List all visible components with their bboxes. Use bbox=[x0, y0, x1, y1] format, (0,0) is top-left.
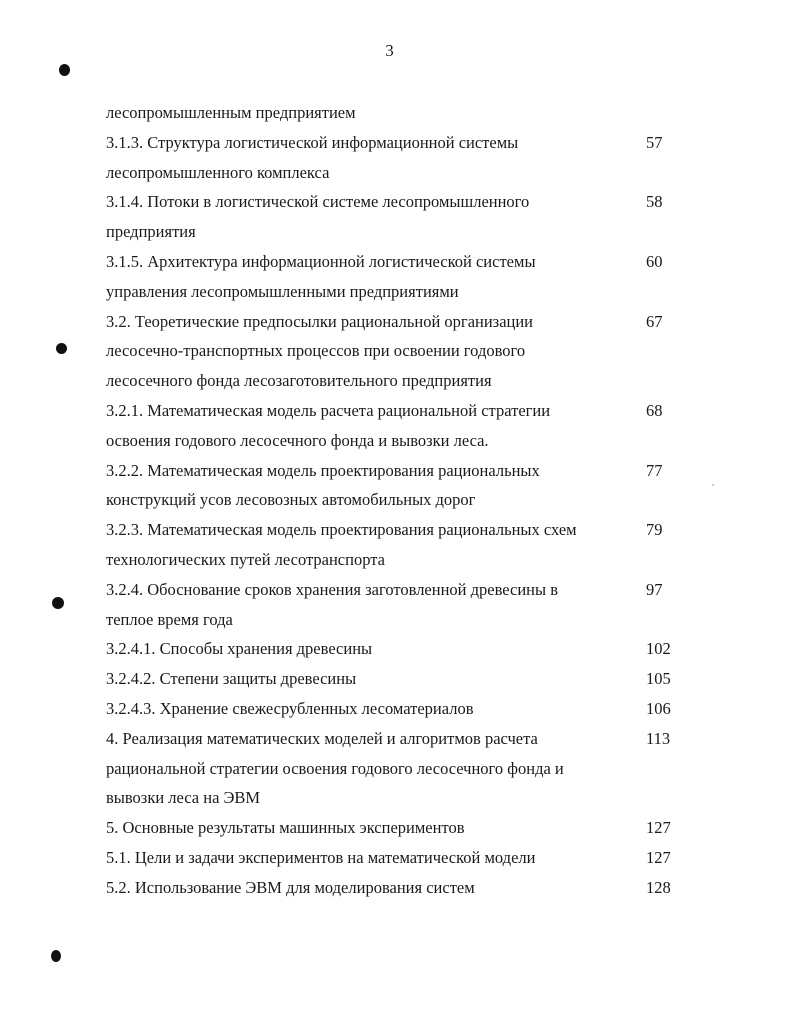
scan-speck bbox=[712, 484, 714, 486]
toc-entry-text: лесосечно-транспортных процессов при освоении годового bbox=[106, 341, 526, 361]
toc-entry-text: 3.1.5. Архитектура информационной логистической системы bbox=[106, 251, 536, 271]
toc-entry-page: 127 bbox=[646, 847, 671, 867]
toc-entry bbox=[106, 485, 706, 515]
toc-entry bbox=[106, 694, 706, 724]
toc-entry-text: вывозки леса на ЭВМ bbox=[106, 788, 261, 808]
toc-entry-text: 3.2.4.1. Способы хранения древесины bbox=[106, 639, 373, 659]
toc-entry bbox=[106, 724, 706, 754]
toc-entry-page: 77 bbox=[646, 460, 663, 480]
toc-entry-text: 5. Основные результаты машинных экспериментов bbox=[106, 818, 465, 838]
binder-hole-mark bbox=[52, 597, 64, 609]
toc-entry bbox=[106, 307, 706, 337]
toc-entry-text: 3.2. Теоретические предпосылки рациональной организации bbox=[106, 311, 534, 331]
toc-entry bbox=[106, 187, 706, 217]
toc-entry bbox=[106, 456, 706, 486]
toc-entry-text: конструкций усов лесовозных автомобильных дорог bbox=[106, 490, 476, 510]
toc-entry-text: рациональной стратегии освоения годового лесосечного фонда и bbox=[106, 758, 564, 778]
binder-hole-mark bbox=[51, 950, 61, 962]
toc-entry-page: 113 bbox=[646, 728, 671, 748]
toc-entry bbox=[106, 366, 706, 396]
toc-entry-page: 67 bbox=[646, 311, 663, 331]
toc-entry-text: 3.1.3. Структура логистической информационной системы bbox=[106, 132, 519, 152]
toc-entry-page: 102 bbox=[646, 639, 671, 659]
toc-entry-text: 3.2.4.2. Степени защиты древесины bbox=[106, 669, 357, 689]
toc-entry-text: лесосечного фонда лесозаготовительного предприятия bbox=[106, 371, 492, 391]
toc-entry-text: 5.1. Цели и задачи экспериментов на математической модели bbox=[106, 847, 536, 867]
toc-entry bbox=[106, 813, 706, 843]
toc-entry bbox=[106, 217, 706, 247]
toc-entry-text: 3.2.3. Математическая модель проектирования рациональных схем bbox=[106, 520, 577, 540]
toc-entry-page: 60 bbox=[646, 251, 663, 271]
toc-entry bbox=[106, 336, 706, 366]
page-number: 3 bbox=[385, 41, 394, 60]
toc-entry-page: 58 bbox=[646, 192, 663, 212]
toc-entry-page: 127 bbox=[646, 818, 671, 838]
toc-entry bbox=[106, 515, 706, 545]
toc-entry bbox=[106, 754, 706, 784]
toc-entry-text: управления лесопромышленными предприятиями bbox=[106, 281, 459, 301]
toc-entry-page: 106 bbox=[646, 698, 671, 718]
toc-entry-text: предприятия bbox=[106, 222, 196, 242]
toc-entry bbox=[106, 575, 706, 605]
toc-entry-page: 97 bbox=[646, 579, 663, 599]
toc-entry-text: 3.2.4. Обоснование сроков хранения заготовленной древесины в bbox=[106, 579, 559, 599]
toc-entry-text: теплое время года bbox=[106, 609, 233, 629]
binder-hole-mark bbox=[59, 64, 70, 76]
toc-entry-text: технологических путей лесотранспорта bbox=[106, 549, 385, 569]
toc-entry-page: 68 bbox=[646, 400, 663, 420]
toc-entry bbox=[106, 783, 706, 813]
toc-entry-text: 3.2.4.3. Хранение свежесрубленных лесоматериалов bbox=[106, 698, 474, 718]
table-of-contents bbox=[106, 98, 706, 903]
toc-entry-text: 3.1.4. Потоки в логистической системе лесопромышленного bbox=[106, 192, 530, 212]
toc-entry bbox=[106, 247, 706, 277]
toc-entry-text: 3.2.2. Математическая модель проектирования рациональных bbox=[106, 460, 540, 480]
toc-entry-text: лесопромышленного комплекса bbox=[106, 162, 330, 182]
toc-entry bbox=[106, 426, 706, 456]
toc-entry bbox=[106, 158, 706, 188]
toc-entry-page: 79 bbox=[646, 520, 663, 540]
toc-entry bbox=[106, 873, 706, 903]
toc-entry-page: 128 bbox=[646, 877, 671, 897]
toc-entry-text: 4. Реализация математических моделей и алгоритмов расчета bbox=[106, 728, 538, 748]
toc-entry-text: 3.2.1. Математическая модель расчета рациональной стратегии bbox=[106, 400, 551, 420]
binder-hole-mark bbox=[56, 343, 67, 354]
toc-entry bbox=[106, 396, 706, 426]
toc-entry bbox=[106, 605, 706, 635]
toc-entry-text: 5.2. Использование ЭВМ для моделирования систем bbox=[106, 877, 475, 897]
toc-entry bbox=[106, 843, 706, 873]
toc-entry bbox=[106, 128, 706, 158]
toc-entry-page: 57 bbox=[646, 132, 663, 152]
toc-entry-text: освоения годового лесосечного фонда и вывозки леса. bbox=[106, 430, 489, 450]
toc-entry-text: лесопромышленным предприятием bbox=[106, 103, 356, 122]
toc-entry bbox=[106, 545, 706, 575]
toc-entry bbox=[106, 664, 706, 694]
toc-entry bbox=[106, 634, 706, 664]
toc-entry-page: 105 bbox=[646, 669, 671, 689]
toc-entry bbox=[106, 98, 706, 128]
toc-entry bbox=[106, 277, 706, 307]
